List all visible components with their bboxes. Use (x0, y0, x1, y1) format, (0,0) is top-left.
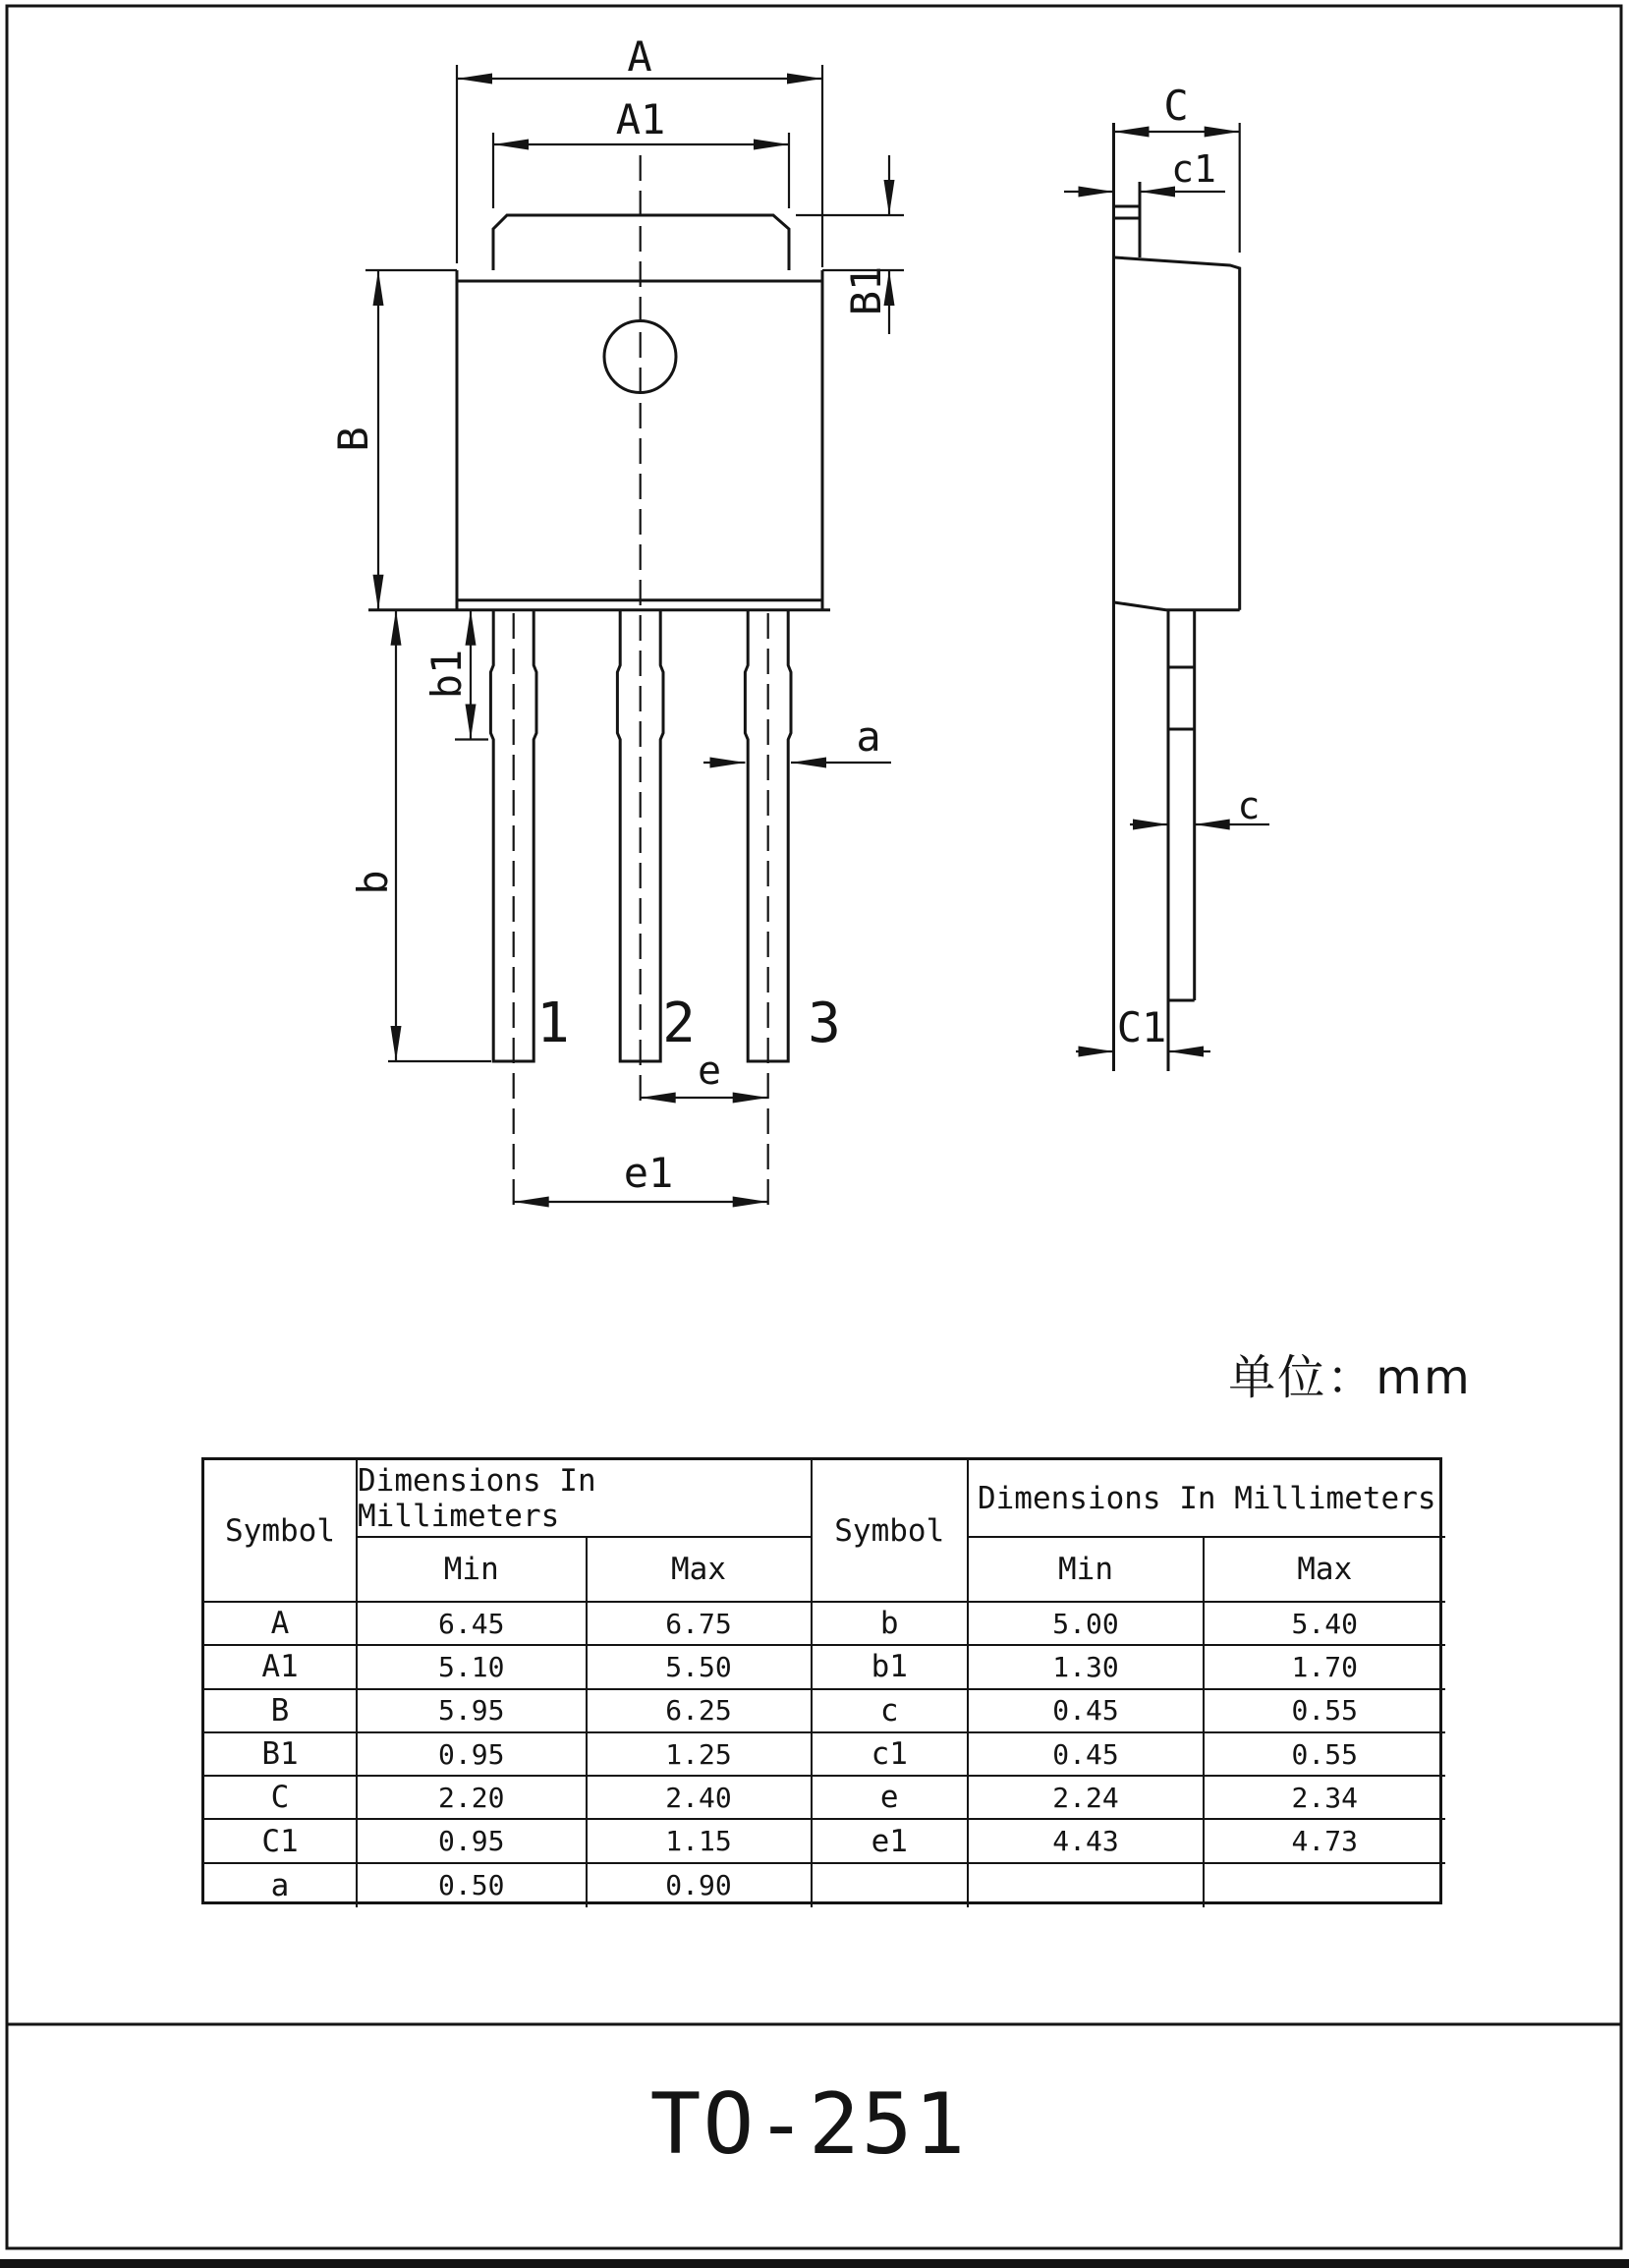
table-cell-min: 1.30 (969, 1646, 1205, 1689)
table-cell-max: 6.25 (588, 1690, 813, 1733)
table-cell-min: 5.10 (358, 1646, 588, 1689)
table-cell-max: 4.73 (1205, 1820, 1445, 1863)
page-border (0, 6, 1629, 2268)
table-cell-symbol: b1 (813, 1646, 970, 1689)
table-cell-max: 0.55 (1205, 1733, 1445, 1777)
table-cell-symbol: a (204, 1864, 358, 1907)
table-cell-max (1205, 1864, 1445, 1907)
dim-label-c1: c1 (1171, 147, 1216, 191)
dim-label-C: C (1163, 82, 1189, 130)
side-view-outline (1114, 123, 1240, 1071)
table-header-min-left: Min (358, 1538, 588, 1603)
dim-label-B: B (329, 426, 377, 452)
dimensions-table (201, 1457, 1442, 1904)
table-cell-min: 5.00 (969, 1603, 1205, 1646)
table-cell-min (969, 1864, 1205, 1907)
dim-label-e1: e1 (623, 1149, 674, 1197)
table-cell-symbol: B1 (204, 1733, 358, 1777)
table-cell-symbol: C1 (204, 1820, 358, 1863)
table-cell-symbol: C (204, 1777, 358, 1820)
table-header-max-right: Max (1205, 1538, 1445, 1603)
table-cell-min: 2.24 (969, 1777, 1205, 1820)
dim-label-B1: B1 (842, 265, 890, 316)
pin-number-2: 2 (662, 992, 696, 1055)
table-header-dims-left: Dimensions In Millimeters (358, 1460, 813, 1538)
table-cell-min: 0.45 (969, 1733, 1205, 1777)
dim-label-b1: b1 (422, 649, 471, 700)
table-cell-min: 5.95 (358, 1690, 588, 1733)
table-cell-symbol: c (813, 1690, 970, 1733)
pin-number-3: 3 (808, 992, 841, 1055)
table-cell-symbol: e (813, 1777, 970, 1820)
pin-number-1: 1 (536, 992, 570, 1055)
table-header-min-right: Min (969, 1538, 1205, 1603)
table-cell-min: 0.95 (358, 1733, 588, 1777)
table-cell-symbol: A (204, 1603, 358, 1646)
table-cell-symbol: B (204, 1690, 358, 1733)
dim-label-a: a (856, 712, 881, 761)
table-header-max-left: Max (588, 1538, 813, 1603)
table-cell-symbol: b (813, 1603, 970, 1646)
table-cell-max: 2.40 (588, 1777, 813, 1820)
table-cell-symbol: c1 (813, 1733, 970, 1777)
table-cell-symbol: A1 (204, 1646, 358, 1689)
unit-note: 单位：mm (1228, 1350, 1472, 1405)
front-view-outline (368, 215, 830, 1061)
table-cell-max: 1.15 (588, 1820, 813, 1863)
table-cell-symbol (813, 1864, 970, 1907)
table-cell-min: 2.20 (358, 1777, 588, 1820)
table-header-dims-right: Dimensions In Millimeters (969, 1460, 1445, 1538)
table-header-symbol-left: Symbol (204, 1460, 358, 1603)
page-title: TO-251 (649, 2075, 968, 2174)
table-cell-max: 1.25 (588, 1733, 813, 1777)
dim-label-c: c (1237, 784, 1261, 827)
table-cell-max: 1.70 (1205, 1646, 1445, 1689)
table-cell-max: 5.50 (588, 1646, 813, 1689)
dim-label-C1: C1 (1116, 1003, 1167, 1051)
table-cell-min: 0.45 (969, 1690, 1205, 1733)
dim-label-A1: A1 (615, 95, 666, 143)
table-cell-max: 0.55 (1205, 1690, 1445, 1733)
table-cell-max: 6.75 (588, 1603, 813, 1646)
table-cell-max: 5.40 (1205, 1603, 1445, 1646)
table-header-symbol-right: Symbol (813, 1460, 970, 1603)
table-cell-max: 0.90 (588, 1864, 813, 1907)
dim-label-e: e (697, 1049, 722, 1094)
table-cell-min: 6.45 (358, 1603, 588, 1646)
table-cell-min: 0.50 (358, 1864, 588, 1907)
dim-label-b: b (349, 870, 397, 895)
table-cell-min: 4.43 (969, 1820, 1205, 1863)
table-cell-max: 2.34 (1205, 1777, 1445, 1820)
table-cell-min: 0.95 (358, 1820, 588, 1863)
table-cell-symbol: e1 (813, 1820, 970, 1863)
dim-label-A: A (627, 32, 652, 81)
